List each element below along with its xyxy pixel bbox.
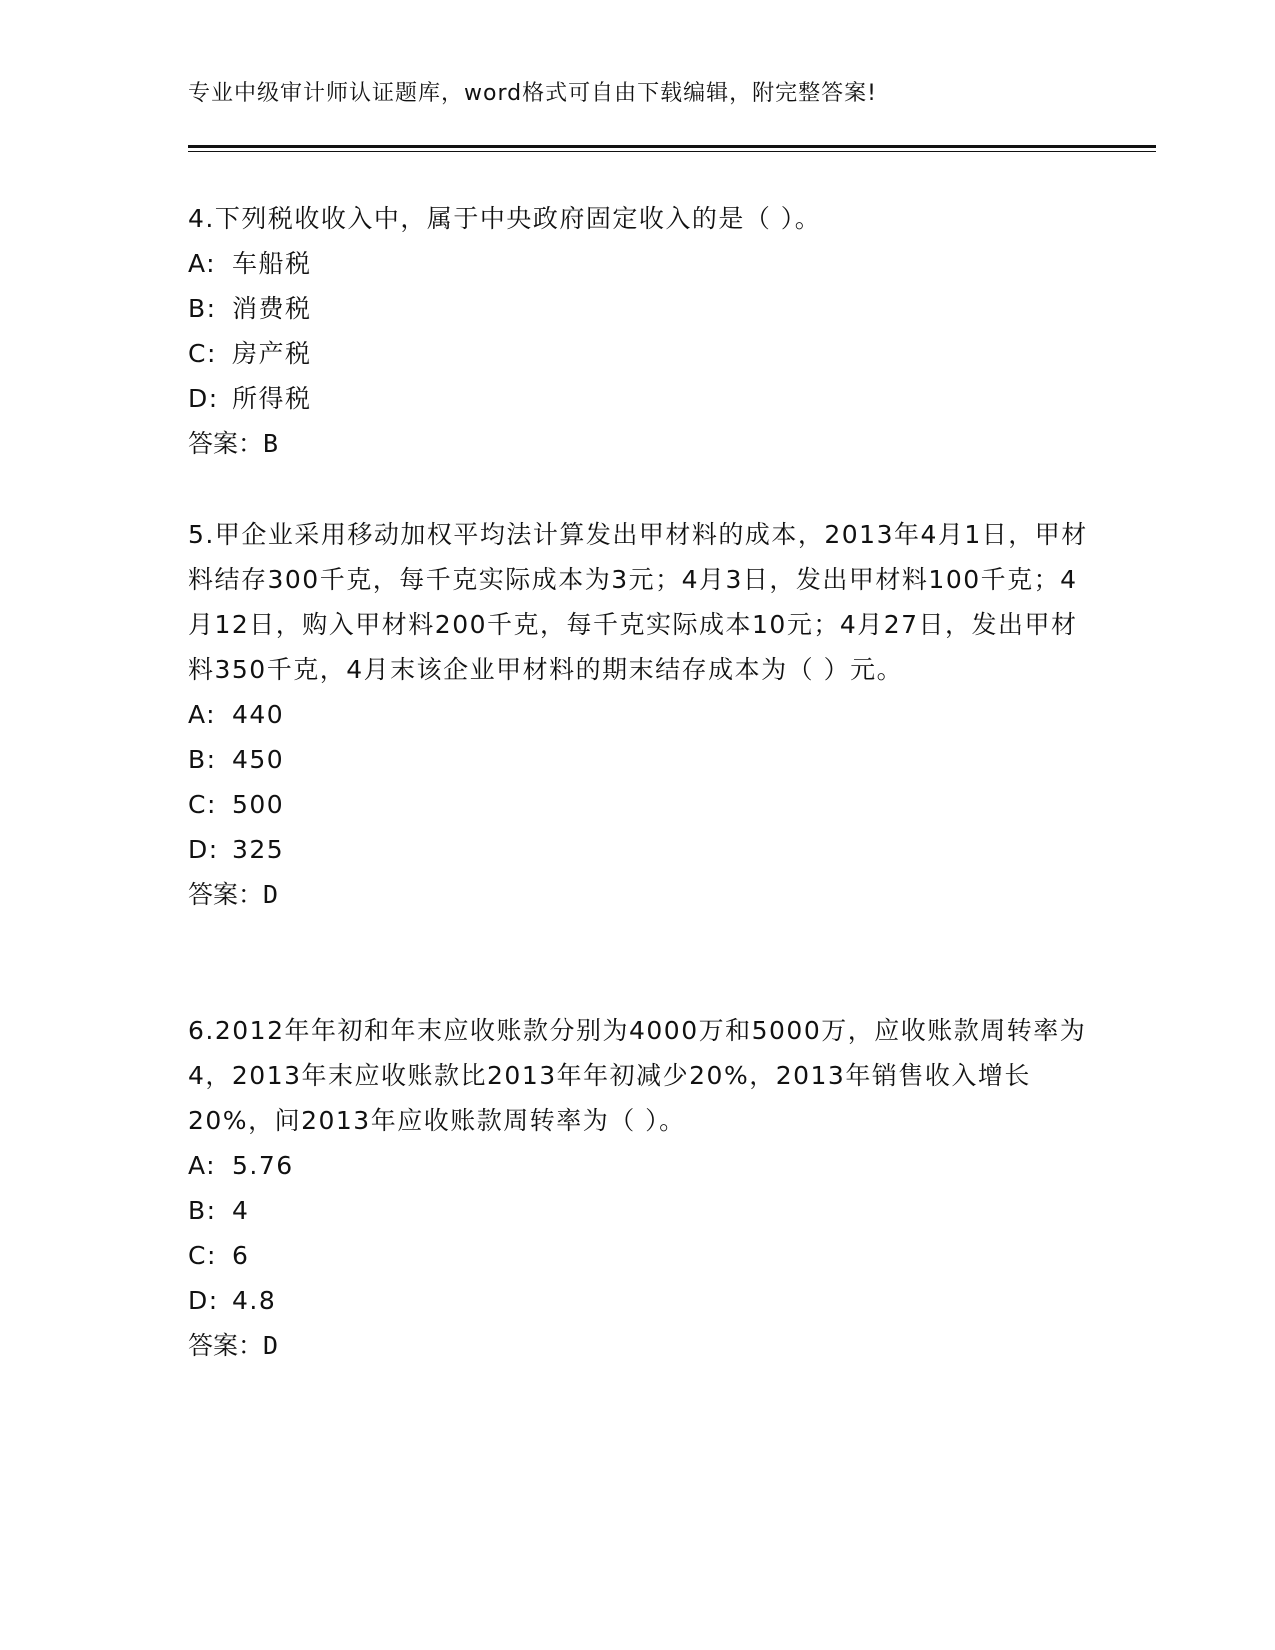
option-c [188, 782, 1088, 827]
option-key: A: [188, 1151, 217, 1180]
option-text: 6 [232, 1241, 250, 1270]
option-text: 440 [232, 700, 285, 729]
question-stem: 5.甲企业采用移动加权平均法计算发出甲材料的成本，2013年4月1日，甲材料结存300千克，每千克实际成本为3元；4月3日，发出甲材料100千克；4月12日，购入甲材料200千克，每千克实际成本10元；4月27日，发出甲材料350千克，4月末该企业甲材料的期末结存成本为（ ）元。 [188, 520, 1088, 684]
option-text: 500 [232, 790, 285, 819]
option-key: D: [188, 1286, 219, 1315]
answer-line [188, 1323, 1088, 1368]
option-c [188, 331, 1088, 376]
option-text: 4.8 [232, 1286, 277, 1315]
option-key: D: [188, 835, 219, 864]
answer-label: 答案： [188, 880, 264, 909]
header-rule-thin [188, 151, 1156, 152]
option-key: C: [188, 339, 217, 368]
option-d [188, 376, 1088, 421]
option-key: B: [188, 294, 217, 323]
page-header: 专业中级审计师认证题库，word格式可自由下载编辑，附完整答案! [188, 81, 877, 106]
option-c [188, 1233, 1088, 1278]
option-a [188, 241, 1088, 286]
option-a [188, 692, 1088, 737]
option-b [188, 286, 1088, 331]
option-key: A: [188, 249, 217, 278]
option-key: B: [188, 1196, 217, 1225]
option-text: 5.76 [232, 1151, 294, 1180]
answer-line [188, 872, 1088, 917]
option-text: 所得税 [232, 384, 312, 413]
question-5 [188, 512, 1088, 917]
option-key: B: [188, 745, 217, 774]
option-key: C: [188, 1241, 217, 1270]
option-text: 450 [232, 745, 285, 774]
answer-label: 答案： [188, 1331, 264, 1360]
header-rule-thick [188, 145, 1156, 148]
answer-value: B [263, 429, 279, 458]
question-4 [188, 196, 1088, 466]
option-key: A: [188, 700, 217, 729]
option-d [188, 827, 1088, 872]
answer-value: D [263, 1331, 279, 1360]
option-text: 车船税 [232, 249, 312, 278]
option-text: 消费税 [232, 294, 312, 323]
option-text: 房产税 [232, 339, 312, 368]
answer-line [188, 421, 1088, 466]
option-text: 325 [232, 835, 285, 864]
answer-label: 答案： [188, 429, 264, 458]
option-key: C: [188, 790, 217, 819]
option-a [188, 1143, 1088, 1188]
question-6 [188, 1008, 1088, 1368]
option-b [188, 737, 1088, 782]
question-stem: 4.下列税收收入中，属于中央政府固定收入的是（ ）。 [188, 204, 822, 233]
answer-value: D [263, 880, 279, 909]
option-b [188, 1188, 1088, 1233]
option-key: D: [188, 384, 219, 413]
option-text: 4 [232, 1196, 250, 1225]
question-stem: 6.2012年年初和年末应收账款分别为4000万和5000万，应收账款周转率为4，2013年末应收账款比2013年年初减少20%，2013年销售收入增长20%，问2013年应收账款周转率为（ ）。 [188, 1016, 1087, 1135]
option-d [188, 1278, 1088, 1323]
